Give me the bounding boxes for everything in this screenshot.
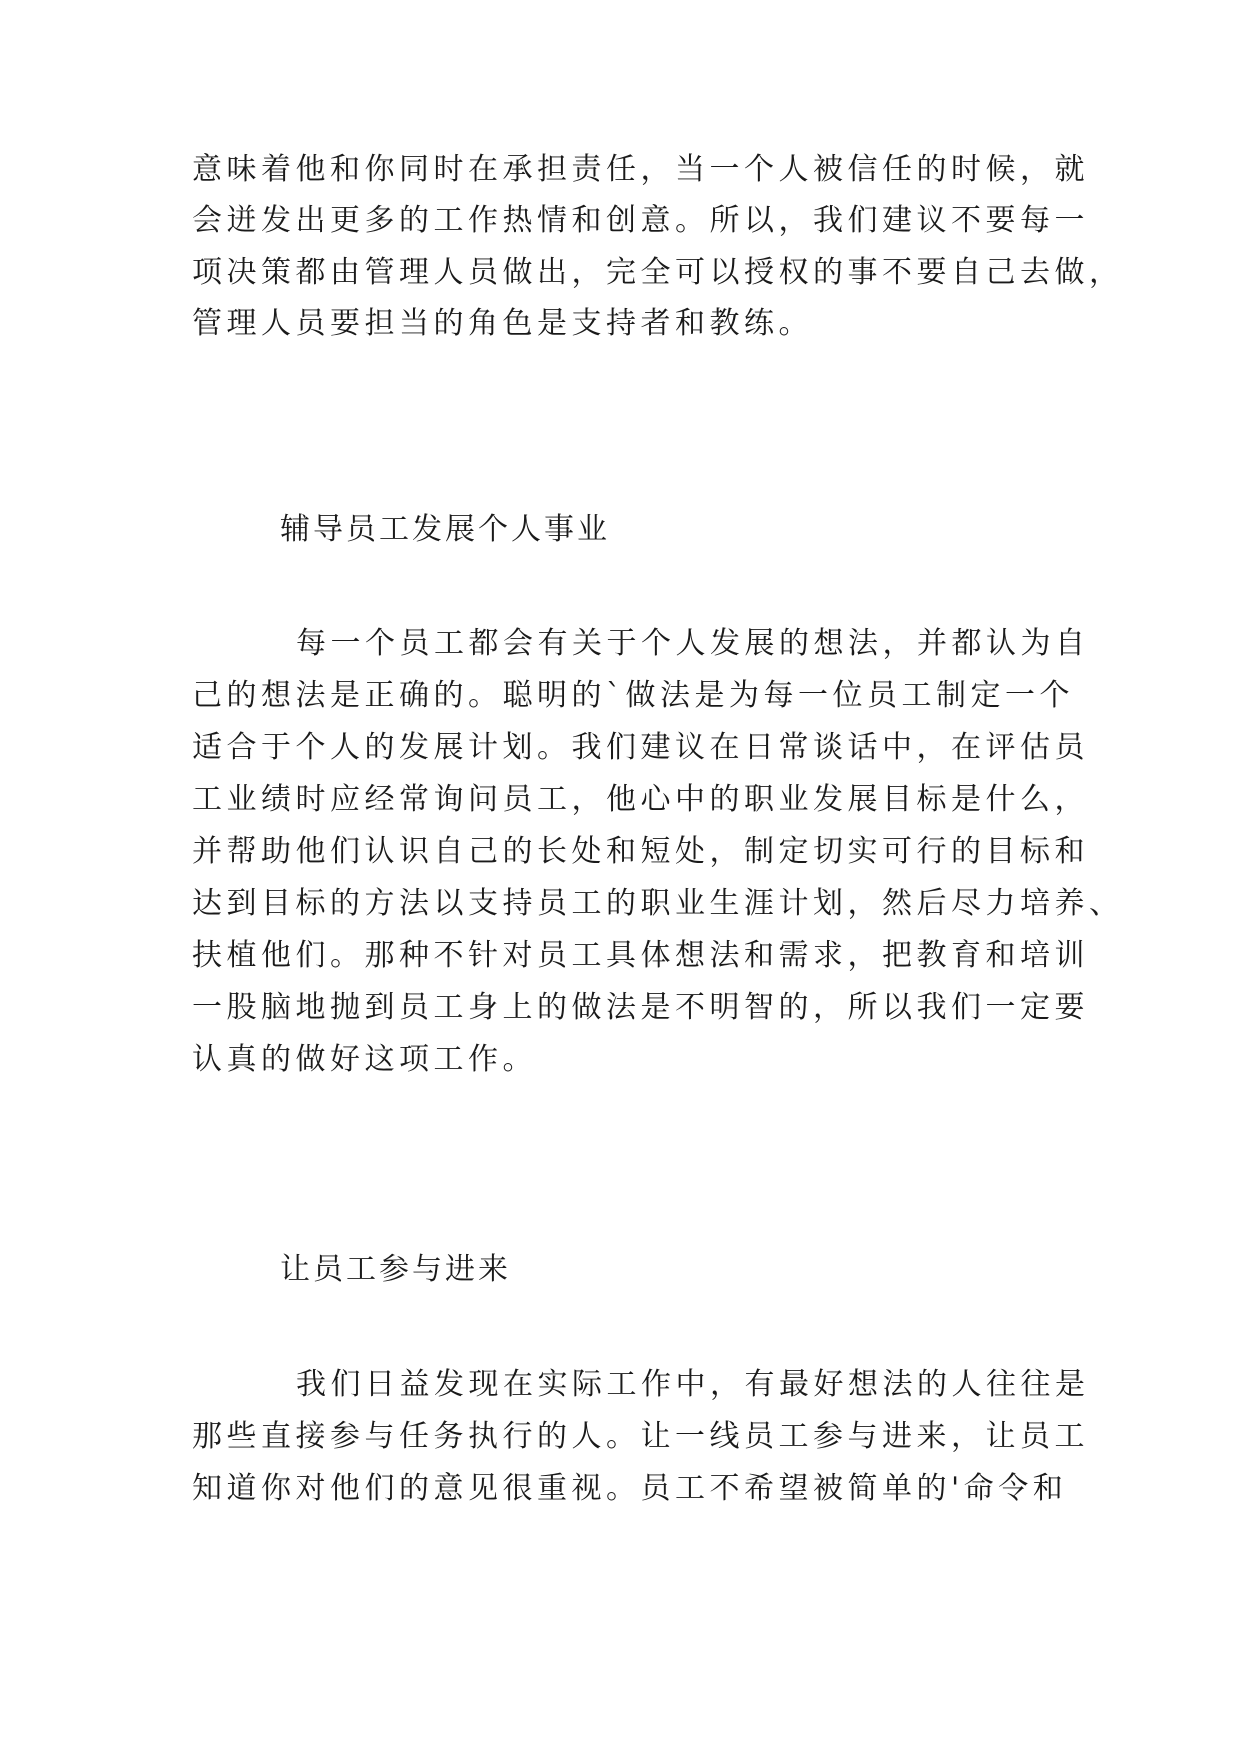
- paragraph-line: 知道你对他们的意见很重视。员工不希望被简单的'命令和: [192, 1471, 1068, 1506]
- section-heading-employee-participation: 让员工参与进来: [280, 1252, 511, 1287]
- paragraph-line: 扶植他们。那种不针对员工具体想法和需求，把教育和培训: [192, 938, 1089, 973]
- paragraph-line: 达到目标的方法以支持员工的职业生涯计划，然后尽力培养、: [192, 886, 1124, 921]
- paragraph-line: 会迸发出更多的工作热情和创意。所以，我们建议不要每一: [192, 203, 1089, 238]
- section-heading-career-development: 辅导员工发展个人事业: [280, 512, 610, 547]
- paragraph-line: 每一个员工都会有关于个人发展的想法，并都认为自: [296, 626, 1090, 661]
- paragraph-line: 意味着他和你同时在承担责任，当一个人被信任的时候，就: [192, 152, 1089, 187]
- paragraph-line: 适合于个人的发展计划。我们建议在日常谈话中，在评估员: [192, 730, 1089, 765]
- paragraph-line: 己的想法是正确的。聪明的`做法是为每一位员工制定一个: [192, 678, 1074, 713]
- paragraph-line: 那些直接参与任务执行的人。让一线员工参与进来，让员工: [192, 1419, 1089, 1454]
- paragraph-line: 我们日益发现在实际工作中，有最好想法的人往往是: [296, 1367, 1090, 1402]
- paragraph-line: 管理人员要担当的角色是支持者和教练。: [192, 306, 813, 341]
- paragraph-line: 项决策都由管理人员做出，完全可以授权的事不要自己去做，: [192, 255, 1124, 290]
- paragraph-line: 工业绩时应经常询问员工，他心中的职业发展目标是什么，: [192, 782, 1089, 817]
- paragraph-line: 一股脑地抛到员工身上的做法是不明智的，所以我们一定要: [192, 990, 1089, 1025]
- paragraph-line: 认真的做好这项工作。: [192, 1042, 537, 1077]
- paragraph-line: 并帮助他们认识自己的长处和短处，制定切实可行的目标和: [192, 834, 1089, 869]
